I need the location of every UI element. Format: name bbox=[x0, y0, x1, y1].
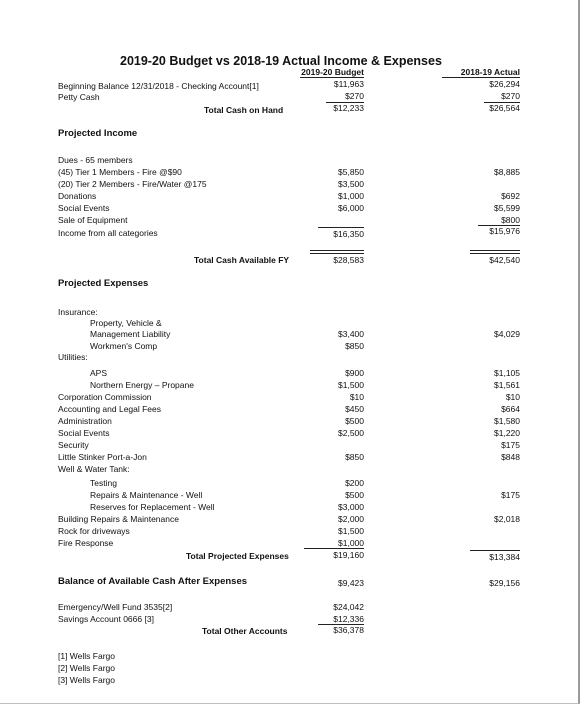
northern-energy-budget: $1,500 bbox=[338, 380, 364, 390]
sale-equipment-label: Sale of Equipment bbox=[58, 215, 128, 225]
budget-column-header: 2019-20 Budget bbox=[301, 67, 364, 77]
reserves-well-budget: $3,000 bbox=[338, 502, 364, 512]
footnote-2: [2] Wells Fargo bbox=[58, 663, 116, 673]
total-cash-budget: $12,233 bbox=[333, 103, 364, 113]
total-projected-expenses-actual: $13,384 bbox=[489, 552, 520, 562]
page-title: 2019-20 Budget vs 2018-19 Actual Income & Expenses bbox=[120, 54, 442, 68]
emergency-well-fund-label: Emergency/Well Fund 3535[2] bbox=[58, 602, 173, 612]
savings-account-value: $12,336 bbox=[333, 614, 364, 624]
total-cash-available-label: Total Cash Available FY bbox=[194, 255, 290, 265]
rock-driveways-label: Rock for driveways bbox=[58, 526, 130, 536]
total-projected-expenses-budget: $19,160 bbox=[333, 550, 364, 560]
testing-label: Testing bbox=[90, 478, 117, 488]
footnote-3: [3] Wells Fargo bbox=[58, 675, 116, 685]
total-projected-expenses-label: Total Projected Expenses bbox=[186, 551, 289, 561]
donations-budget: $1,000 bbox=[338, 191, 364, 201]
beginning-balance-actual: $26,294 bbox=[489, 79, 520, 89]
accounting-legal-actual: $664 bbox=[501, 404, 520, 414]
corporation-commission-actual: $10 bbox=[505, 392, 520, 402]
expense-social-events-budget: $2,500 bbox=[338, 428, 364, 438]
budget-income-rule bbox=[318, 227, 364, 228]
management-liability-budget: $3,400 bbox=[338, 329, 364, 339]
management-liability-label: Management Liability bbox=[90, 329, 171, 339]
total-cash-actual: $26,564 bbox=[489, 103, 520, 113]
fire-response-budget: $1,000 bbox=[338, 538, 364, 548]
projected-expenses-heading: Projected Expenses bbox=[58, 278, 149, 289]
donations-label: Donations bbox=[58, 191, 97, 201]
tier1-budget: $5,850 bbox=[338, 167, 364, 177]
budget-header-underline bbox=[300, 77, 364, 78]
well-water-tank-label: Well & Water Tank: bbox=[58, 464, 130, 474]
repairs-well-label: Repairs & Maintenance - Well bbox=[90, 490, 203, 500]
balance-after-expenses-actual: $29,156 bbox=[489, 578, 520, 588]
aps-label: APS bbox=[90, 368, 108, 378]
tier1-actual: $8,885 bbox=[494, 167, 520, 177]
savings-account-label: Savings Account 0666 [3] bbox=[58, 614, 154, 624]
accounting-legal-label: Accounting and Legal Fees bbox=[58, 404, 162, 414]
port-a-jon-actual: $848 bbox=[501, 452, 520, 462]
tier2-label: (20) Tier 2 Members - Fire/Water @175 bbox=[58, 179, 207, 189]
rock-driveways-budget: $1,500 bbox=[338, 526, 364, 536]
testing-budget: $200 bbox=[345, 478, 364, 488]
balance-after-expenses-label: Balance of Available Cash After Expenses bbox=[58, 576, 248, 587]
income-social-events-budget: $6,000 bbox=[338, 203, 364, 213]
beginning-balance-label: Beginning Balance 12/31/2018 - Checking Account[1] bbox=[58, 81, 259, 91]
tier1-label: (45) Tier 1 Members - Fire @$90 bbox=[58, 167, 182, 177]
total-other-accounts-label: Total Other Accounts bbox=[202, 626, 288, 636]
aps-actual: $1,105 bbox=[494, 368, 520, 378]
budget-available-double-rule bbox=[310, 250, 364, 254]
actual-available-double-rule bbox=[470, 250, 520, 254]
actual-expenses-rule bbox=[470, 550, 520, 551]
actual-header-underline bbox=[442, 77, 520, 78]
administration-actual: $1,580 bbox=[494, 416, 520, 426]
building-repairs-label: Building Repairs & Maintenance bbox=[58, 514, 179, 524]
corporation-commission-label: Corporation Commission bbox=[58, 392, 152, 402]
administration-budget: $500 bbox=[345, 416, 364, 426]
insurance-label: Insurance: bbox=[58, 307, 98, 317]
footnote-1: [1] Wells Fargo bbox=[58, 651, 116, 661]
donations-actual: $692 bbox=[501, 191, 520, 201]
income-all-actual: $15,976 bbox=[489, 226, 520, 236]
accounting-legal-budget: $450 bbox=[345, 404, 364, 414]
total-other-accounts-value: $36,378 bbox=[333, 625, 364, 635]
total-cash-available-actual: $42,540 bbox=[489, 255, 520, 265]
total-cash-label: Total Cash on Hand bbox=[204, 105, 284, 115]
emergency-well-fund-value: $24,042 bbox=[333, 602, 364, 612]
repairs-well-budget: $500 bbox=[345, 490, 364, 500]
aps-budget: $900 bbox=[345, 368, 364, 378]
property-vehicle-label: Property, Vehicle & bbox=[90, 318, 162, 328]
fire-response-label: Fire Response bbox=[58, 538, 114, 548]
petty-cash-label: Petty Cash bbox=[58, 92, 100, 102]
security-label: Security bbox=[58, 440, 89, 450]
income-social-events-label: Social Events bbox=[58, 203, 110, 213]
beginning-balance-budget: $11,963 bbox=[333, 79, 364, 89]
petty-cash-budget: $270 bbox=[345, 91, 364, 101]
port-a-jon-label: Little Stinker Port-a-Jon bbox=[58, 452, 147, 462]
petty-cash-actual: $270 bbox=[501, 91, 520, 101]
northern-energy-label: Northern Energy – Propane bbox=[90, 380, 194, 390]
port-a-jon-budget: $850 bbox=[345, 452, 364, 462]
balance-after-expenses-budget: $9,423 bbox=[338, 578, 364, 588]
income-all-budget: $16,350 bbox=[333, 229, 364, 239]
budget-expenses-rule bbox=[304, 548, 364, 549]
security-actual: $175 bbox=[501, 440, 520, 450]
building-repairs-actual: $2,018 bbox=[494, 514, 520, 524]
actual-column-header: 2018-19 Actual bbox=[460, 67, 520, 77]
expense-social-events-label: Social Events bbox=[58, 428, 110, 438]
tier2-budget: $3,500 bbox=[338, 179, 364, 189]
sale-equipment-actual: $800 bbox=[501, 215, 520, 225]
corporation-commission-budget: $10 bbox=[349, 392, 364, 402]
expense-social-events-actual: $1,220 bbox=[494, 428, 520, 438]
workmens-comp-budget: $850 bbox=[345, 341, 364, 351]
reserves-well-label: Reserves for Replacement - Well bbox=[90, 502, 215, 512]
utilities-label: Utilities: bbox=[58, 352, 88, 362]
administration-label: Administration bbox=[58, 416, 112, 426]
income-all-categories-label: Income from all categories bbox=[58, 228, 158, 238]
workmens-comp-label: Workmen's Comp bbox=[90, 341, 158, 351]
total-cash-available-budget: $28,583 bbox=[333, 255, 364, 265]
projected-income-heading: Projected Income bbox=[58, 128, 138, 139]
income-social-events-actual: $5,599 bbox=[494, 203, 520, 213]
repairs-well-actual: $175 bbox=[501, 490, 520, 500]
northern-energy-actual: $1,561 bbox=[494, 380, 520, 390]
dues-label: Dues - 65 members bbox=[58, 155, 133, 165]
building-repairs-budget: $2,000 bbox=[338, 514, 364, 524]
management-liability-actual: $4,029 bbox=[494, 329, 520, 339]
